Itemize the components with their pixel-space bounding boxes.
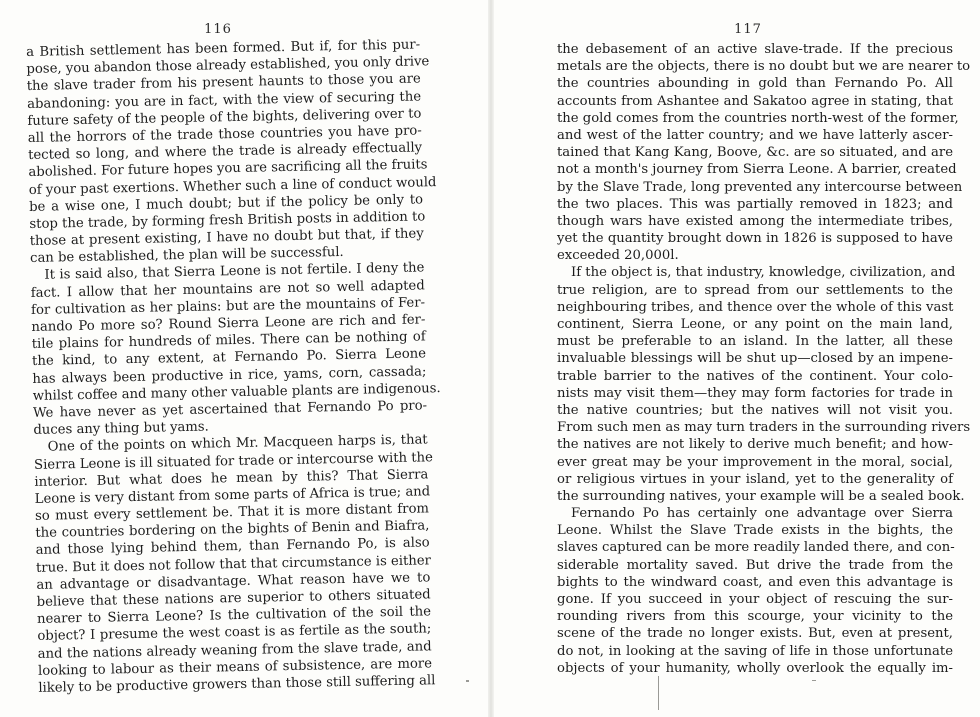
text-line: Sierra Leone is ill situated for trade or intercourse with the <box>33 449 434 473</box>
text-line: future safety of the people of the bights, delivering over to <box>27 106 422 129</box>
text-line: neighbouring tribes, and thence over the whole of this vast <box>557 299 954 315</box>
text-line: siderable mortality saved. But drive the trade from the <box>557 557 953 573</box>
text-line: or religious virtues in your island, yet to the generality of <box>557 471 953 487</box>
text-line: the gold comes from the countries north-west of the former, <box>557 110 959 126</box>
text-line: rounding rivers from this scourge, your vicinity to the <box>557 609 953 625</box>
text-line: true religion, are to spread from our settlements to the <box>557 282 953 298</box>
text-line: an advantage or disadvantage. What reason have we to <box>36 570 431 593</box>
text-line: From such men as may turn traders in the surrounding rivers <box>557 420 971 436</box>
right-page <box>494 0 980 717</box>
text-line: If the object is, that industry, knowledge, civilization, and <box>571 265 956 281</box>
text-line: a British settlement has been formed. But if, for this pur- <box>26 37 421 60</box>
text-line: the countries abounding in gold than Fernando Po. All <box>557 76 953 92</box>
text-line: the native countries; but the natives will not visit you. <box>557 402 953 418</box>
text-line: interior. But what does he mean by this? That Sierra <box>34 467 429 490</box>
print-speck <box>812 680 816 681</box>
text-line: trable barrier to the natives of the continent. Your colo- <box>557 368 953 384</box>
print-speck <box>466 680 469 682</box>
page-number-right: 117 <box>734 22 762 37</box>
left-page-text <box>26 36 441 697</box>
text-line: We have never as yet ascertained that Fernando Po pro- <box>32 398 428 421</box>
text-line: nists may visit them—they may form factories for trade in <box>557 385 953 401</box>
text-line: ever great may be your improvement in the moral, social, <box>557 454 953 470</box>
text-line: accounts from Ashantee and Sakatoo agree in stating, that <box>557 93 953 109</box>
text-line: tected so long, and where the trade is already effectually <box>27 140 423 164</box>
text-line: metals are the objects, there is no doubt but we are nearer to <box>557 59 971 75</box>
text-line: the natives are not likely to derive much benefit; and how- <box>557 437 953 453</box>
text-line: abolished. For future hopes you are sacrificing all the fruits <box>28 157 428 181</box>
text-line: has always been productive in rice, yams, corn, cassada; <box>32 363 427 387</box>
text-line: do not, in looking at the saving of life in those unfortunate <box>557 643 953 659</box>
text-line: and the nations already weaning from the slave trade, and <box>37 638 432 662</box>
right-page-text <box>557 41 971 677</box>
text-line: and west of the latter country; and we have latterly ascer- <box>557 127 953 143</box>
text-line: scene of the trade no longer exists. But, even at present, <box>557 626 953 642</box>
text-line: invaluable blessings will be shut up—closed by an impene- <box>557 351 953 367</box>
text-line: those at present existing, I have no doubt but that, if they <box>29 226 424 250</box>
text-line: the debasement of an active slave-trade. If the precious <box>557 42 953 57</box>
text-line: pose, you abandon those already established, you only drive <box>26 54 430 78</box>
text-line: fact. I allow that her mountains are not so well adapted <box>30 278 425 301</box>
text-line: can be established, the plan will be successful. <box>29 245 344 267</box>
text-line: bights to the windward coast, and even this advantage is <box>557 574 953 590</box>
text-line: not a month's journey from Sierra Leone. A barrier, created <box>557 162 957 178</box>
text-line: the slave trader from his present haunts to those you are <box>26 71 421 95</box>
text-line: by the Slave Trade, long prevented any intercourse between <box>557 179 963 195</box>
text-line: One of the points on which Mr. Macqueen harps is, that <box>47 432 428 455</box>
text-line: Leone. Whilst the Slave Trade exists in the bights, the <box>557 523 953 539</box>
text-line: stop the trade, by forming fresh British posts in addition to <box>29 209 426 232</box>
text-line: for cultivation as her plains: but are the mountains of Fer- <box>30 295 426 318</box>
text-line: be a wise one, I much doubt; but if the policy be only to <box>28 192 424 215</box>
text-line: likely to be productive growers than those still suffering all <box>38 673 436 696</box>
text-line: the kind, to any extent, at Fernando Po. Sierra Leone <box>31 346 427 370</box>
text-line: nearer to Sierra Leone? Is the cultivation of the soil the <box>36 604 432 628</box>
text-line: looking to labour as their means of subsistence, are more <box>37 656 433 679</box>
text-line: slaves captured can be more readily landed there, and con- <box>557 540 955 556</box>
text-line: and those lying behind them, than Fernando Po, is also <box>35 535 430 559</box>
text-line: yet the quantity brought down in 1826 is supposed to have <box>557 231 953 247</box>
page-number-left: 116 <box>204 22 232 37</box>
text-line: Fernando Po has certainly one advantage over Sierra <box>571 506 953 522</box>
text-line: the two places. This was partially removed in 1823; and <box>557 196 953 212</box>
text-line: nando Po more so? Round Sierra Leone are rich and fer- <box>31 312 426 335</box>
text-line: It is said also, that Sierra Leone is not fertile. I deny the <box>44 260 425 284</box>
text-line: so must every settlement be. That it is more distant from <box>34 501 430 524</box>
text-line: exceeded 20,000l. <box>557 248 679 264</box>
text-line: true. But it does not follow that that circumstance is either <box>35 552 432 576</box>
text-line: duces any thing but yams. <box>33 419 209 439</box>
text-line: continent, Sierra Leone, or any point on the main land, <box>557 317 953 332</box>
text-line: object? I presume the west coast is as fertile as the south; <box>37 621 432 645</box>
text-line: of your past exertions. Whether such a line of conduct would <box>28 174 437 198</box>
text-line: tained that Kang Kang, Boove, &c. are so situated, and are <box>557 145 953 161</box>
text-line: Leone is very distant from some parts of Africa is true; and <box>34 484 431 507</box>
text-line: whilst coffee and many other valuable plants are indigenous. <box>32 380 441 404</box>
text-line: the countries bordering on the bights of Benin and Biafra, <box>35 518 430 542</box>
text-line: though wars have existed among the intermediate tribes, <box>557 213 953 229</box>
text-line: believe that these nations are superior to others situated <box>36 587 431 610</box>
text-line: the surrounding natives, your example will be a sealed book. <box>557 488 965 504</box>
left-page <box>0 0 488 717</box>
text-line: tile plains for hundreds of miles. There can be nothing of <box>31 329 426 353</box>
print-speck <box>658 676 659 710</box>
text-line: all the horrors of the trade those countries you have pro- <box>27 123 422 146</box>
text-line: must be preferable to an island. In the latter, all these <box>557 334 953 350</box>
text-line: abandoning: you are in fact, with the view of securing the <box>27 88 422 112</box>
text-line: objects of your humanity, wholly overlook the equally im- <box>557 660 953 676</box>
text-line: gone. If you succeed in your object of rescuing the sur- <box>557 592 953 607</box>
